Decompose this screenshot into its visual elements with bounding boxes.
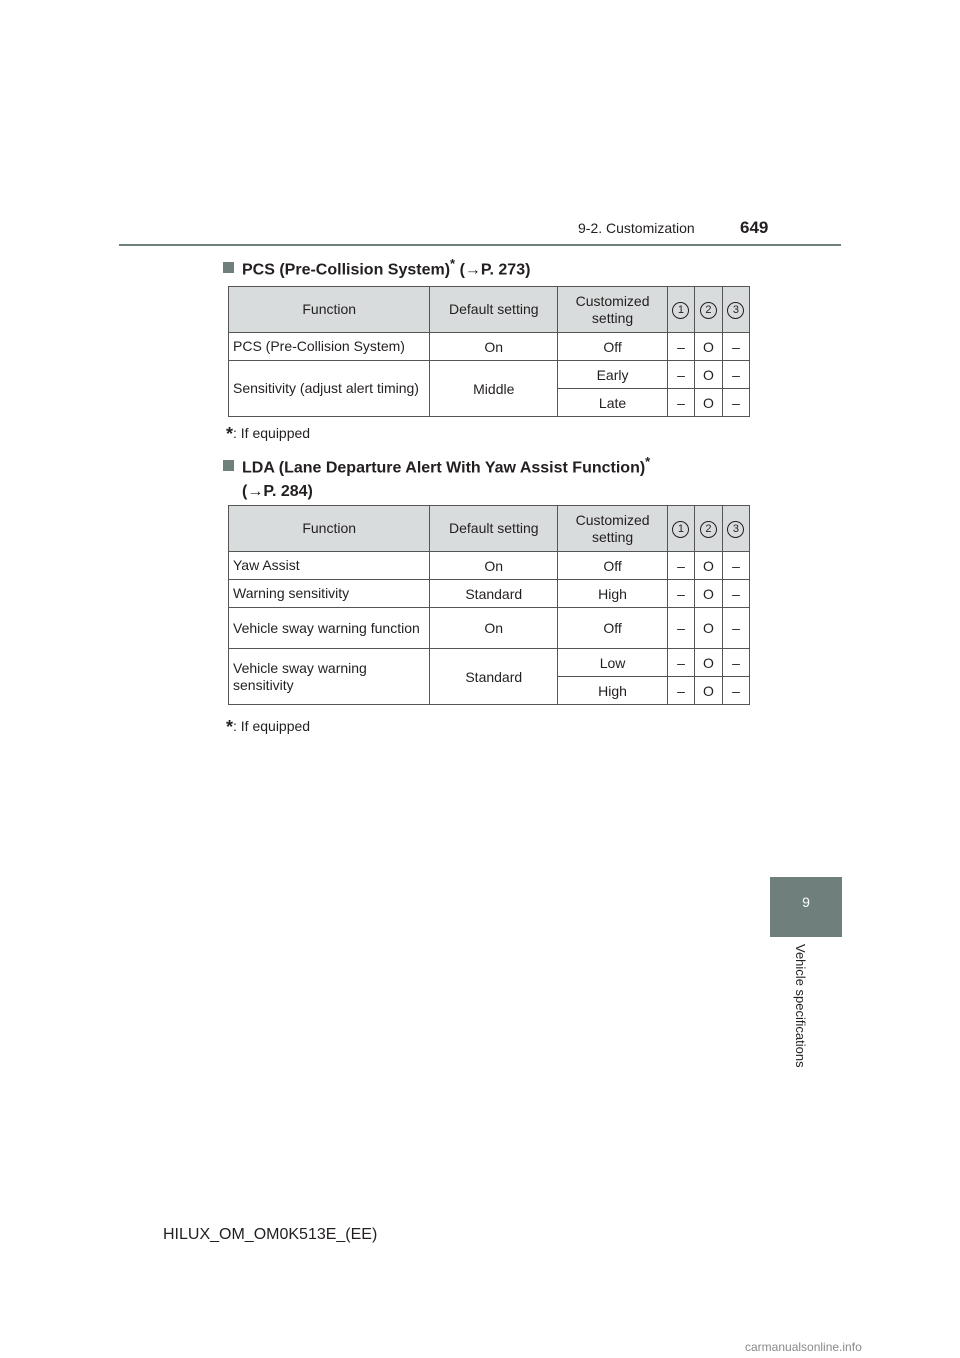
cell-c1: – (667, 333, 694, 361)
cell-c2: O (694, 649, 722, 677)
footnote-star: * (226, 717, 234, 737)
cell-c3: – (722, 361, 749, 389)
table-header-row (229, 506, 750, 552)
cell-function: Sensitivity (adjust alert timing) (229, 361, 430, 417)
cell-default: Standard (430, 580, 558, 608)
circled-1-icon: 1 (672, 521, 689, 538)
col-customized-setting: Customized setting (558, 287, 668, 333)
header-rule (119, 244, 841, 246)
section-title: 9-2. Customization (578, 220, 695, 236)
cell-c2: O (694, 580, 722, 608)
footnote-star: * (226, 424, 234, 444)
cell-c3: – (722, 608, 749, 649)
cell-c3: – (722, 677, 749, 705)
table-row (229, 649, 750, 677)
lda-page-ref: P. 284) (263, 483, 313, 501)
cell-c3: – (722, 580, 749, 608)
table-row (229, 552, 750, 580)
cell-custom: Off (558, 333, 668, 361)
cell-c2: O (694, 333, 722, 361)
col-2 (694, 506, 722, 552)
cell-c2: O (694, 608, 722, 649)
footnote-text: : If equipped (233, 718, 311, 734)
circled-2-icon: 2 (700, 521, 717, 538)
cell-default: On (430, 608, 558, 649)
col-customized-setting: Customized setting (558, 506, 668, 552)
circled-3-icon: 3 (727, 302, 744, 319)
circled-2-icon: 2 (700, 302, 717, 319)
cell-c3: – (722, 552, 749, 580)
cell-c3: – (722, 649, 749, 677)
col-2 (694, 287, 722, 333)
lda-ref-open: ( (242, 483, 248, 501)
cell-default: Standard (430, 649, 558, 705)
cell-function: Vehicle sway warning function (229, 608, 430, 649)
cell-c2: O (694, 361, 722, 389)
table-row (229, 608, 750, 649)
pcs-table (228, 286, 750, 417)
cell-c3: – (722, 333, 749, 361)
cell-c1: – (667, 389, 694, 417)
square-bullet-icon (223, 262, 234, 273)
table-row (229, 361, 750, 389)
col-default-setting: Default setting (430, 287, 558, 333)
circled-3-icon: 3 (727, 521, 744, 538)
cell-c1: – (668, 608, 695, 649)
cell-custom: High (558, 580, 668, 608)
cell-c2: O (694, 552, 722, 580)
pcs-ref-open: ( (459, 261, 465, 279)
cell-function: Warning sensitivity (229, 580, 430, 608)
chapter-tab: 9 (770, 877, 842, 937)
col-1 (667, 287, 694, 333)
cell-custom: Low (558, 649, 668, 677)
page-number: 649 (740, 218, 769, 237)
cell-c2: O (694, 677, 722, 705)
col-default-setting: Default setting (430, 506, 558, 552)
cell-custom: Late (558, 389, 668, 417)
cell-custom: Early (558, 361, 668, 389)
table-row (229, 580, 750, 608)
pcs-heading-text: PCS (Pre-Collision System) (242, 261, 451, 279)
cell-function: Vehicle sway warning sensitivity (229, 649, 430, 705)
lda-footnote (226, 717, 310, 738)
col-3 (722, 506, 749, 552)
square-bullet-icon (223, 460, 234, 471)
cell-c1: – (668, 552, 695, 580)
table-header-row (229, 287, 750, 333)
pcs-heading-star: * (450, 256, 456, 271)
lda-heading-star: * (645, 454, 651, 469)
cell-function: PCS (Pre-Collision System) (229, 333, 430, 361)
lda-heading-text: LDA (Lane Departure Alert With Yaw Assist Function) (242, 459, 646, 477)
cell-default: On (430, 552, 558, 580)
pcs-footnote (226, 424, 310, 445)
cell-c1: – (668, 677, 695, 705)
cell-custom: Off (558, 608, 668, 649)
cell-c1: – (667, 361, 694, 389)
right-arrow-icon: → (464, 261, 481, 279)
cell-default: On (430, 333, 558, 361)
lda-heading (223, 450, 650, 504)
col-3 (722, 287, 749, 333)
col-function: Function (229, 287, 430, 333)
cell-c1: – (668, 580, 695, 608)
pcs-heading (223, 252, 530, 282)
lda-table (228, 505, 750, 705)
watermark: carmanualsonline.info (745, 1340, 862, 1354)
cell-c2: O (694, 389, 722, 417)
table-row (229, 333, 750, 361)
cell-default: Middle (430, 361, 558, 417)
col-1 (668, 506, 695, 552)
cell-c1: – (668, 649, 695, 677)
cell-c3: – (722, 389, 749, 417)
right-arrow-icon: → (247, 483, 264, 501)
pcs-page-ref: P. 273) (480, 261, 531, 279)
cell-custom: High (558, 677, 668, 705)
col-function: Function (229, 506, 430, 552)
circled-1-icon: 1 (672, 302, 689, 319)
chapter-label: Vehicle specifications (793, 944, 808, 1068)
cell-custom: Off (558, 552, 668, 580)
document-code: HILUX_OM_OM0K513E_(EE) (163, 1226, 378, 1243)
footnote-text: : If equipped (233, 425, 311, 441)
cell-function: Yaw Assist (229, 552, 430, 580)
